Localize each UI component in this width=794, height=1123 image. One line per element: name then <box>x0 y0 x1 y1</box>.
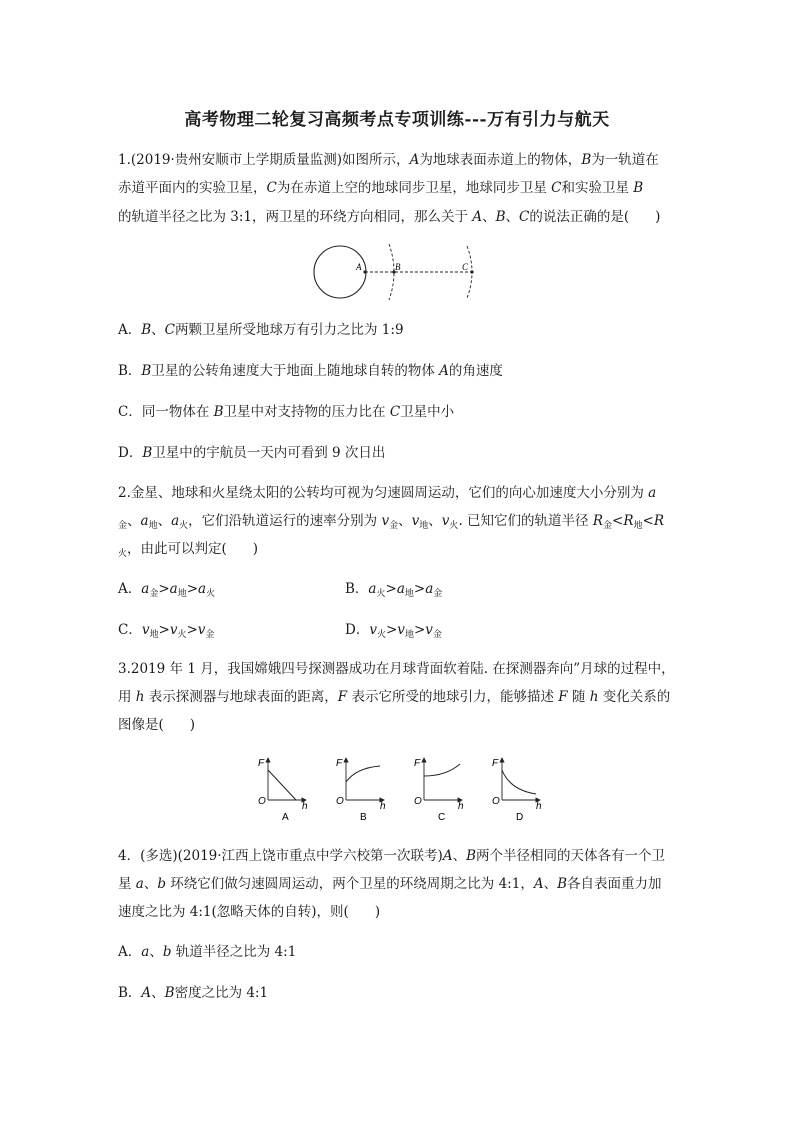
q2-stem-line-3: $_火$，由此可以判定( ) <box>118 541 259 559</box>
graph-d-label: D <box>516 812 524 823</box>
label-c: C <box>462 262 469 272</box>
svg-text:h: h <box>536 801 542 812</box>
q3-stem-line-2: 用 h 表示探测器与地球表面的距离，F 表示它所受的地球引力，能够描述 F 随 h 变化关系的 <box>118 689 671 705</box>
graph-c <box>414 758 464 823</box>
q3-graph-options <box>252 752 548 826</box>
earth-circle <box>314 246 366 298</box>
q1-option-b: B．B卫星的公转角速度大于地面上随地球自转的物体 A的角速度 <box>118 363 503 379</box>
graph-b-curve <box>346 766 380 782</box>
svg-text:O: O <box>258 796 266 807</box>
q1-stem-line-2: 赤道平面内的实验卫星，C为在赤道上空的地球同步卫星，地球同步卫星 C和实验卫星 B <box>118 180 644 196</box>
q1-option-d: D．B卫星中的宇航员一天内可看到 9 次日出 <box>118 445 386 461</box>
q1-orbit-diagram <box>305 242 485 304</box>
svg-text:h: h <box>380 801 386 812</box>
svg-text:F: F <box>336 758 343 769</box>
q2-option-a: A．$a_金>a_地>a_火$ <box>118 581 216 599</box>
q3-stem-line-1: 3.2019 年 1 月，我国嫦娥四号探测器成功在月球背面软着陆. 在探测器奔向”月球的过程中， <box>118 661 675 677</box>
svg-text:F: F <box>492 758 499 769</box>
q1-stem-line-1: 1.(2019·贵州安顺市上学期质量监测)如图所示，A为地球表面赤道上的物体，B为一轨道在 <box>118 152 659 168</box>
svg-text:O: O <box>414 796 422 807</box>
svg-text:F: F <box>414 758 421 769</box>
svg-text:h: h <box>302 801 308 812</box>
q2-option-b: B．$a_火>a_地>a_金$ <box>345 581 443 599</box>
graph-d <box>492 758 542 823</box>
graph-a <box>258 758 308 823</box>
q4-stem-line-3: 速度之比为 4:1(忽略天体的自转)，则( ) <box>118 904 381 920</box>
graph-a-curve <box>268 770 296 800</box>
svg-text:h: h <box>458 801 464 812</box>
q2-option-d: D．$v_火>v_地>v_金$ <box>345 622 442 640</box>
graph-c-curve <box>424 764 460 776</box>
q1-stem-line-3: 的轨道半径之比为 3:1，两卫星的环绕方向相同，那么关于 A、B、C的说法正确的是( ) <box>118 209 661 225</box>
q4-option-b: B．A、B密度之比为 4:1 <box>118 985 269 1001</box>
label-a: A <box>356 262 362 272</box>
q4-stem-line-1: 4．(多选)(2019·江西上饶市重点中学六校第一次联考)A、B两个半径相同的天体各有一个卫 <box>118 848 665 864</box>
graph-a-label: A <box>282 812 289 823</box>
q2-stem-line-1: 2.金星、地球和火星绕太阳的公转均可视为匀速圆周运动，它们的向心加速度大小分别为 a <box>118 485 657 501</box>
q2-option-c: C．$v_地>v_火>v_金$ <box>118 622 215 640</box>
svg-text:O: O <box>492 796 500 807</box>
graph-d-curve <box>502 770 536 794</box>
q1-option-c: C．同一物体在 B卫星中对支持物的压力比在 C卫星中小 <box>118 404 455 420</box>
q4-stem-line-2: 星 a、b 环绕它们做匀速圆周运动，两个卫星的环绕周期之比为 4:1，A、B各自表面重力加 <box>118 876 662 892</box>
q4-option-a: A．a、b 轨道半径之比为 4:1 <box>118 944 297 960</box>
label-b: B <box>395 262 401 272</box>
svg-text:F: F <box>258 758 265 769</box>
page-title: 高考物理二轮复习高频考点专项训练---万有引力与航天 <box>184 110 610 130</box>
graph-b <box>336 758 386 823</box>
q3-stem-line-3: 图像是( ) <box>118 717 196 733</box>
svg-text:O: O <box>336 796 344 807</box>
point-c <box>470 270 473 273</box>
q1-option-a: A．B、C两颗卫星所受地球万有引力之比为 1:9 <box>118 322 404 338</box>
q2-stem-line-2: $_金$、$a_地$、$a_火$，它们沿轨道运行的速率分别为 $v_金$、$v_地$、$v_火$. 已知它们的轨道半径 $R_金<R_地<R$ <box>118 513 664 531</box>
graph-b-label: B <box>360 812 367 823</box>
graph-c-label: C <box>438 812 446 823</box>
